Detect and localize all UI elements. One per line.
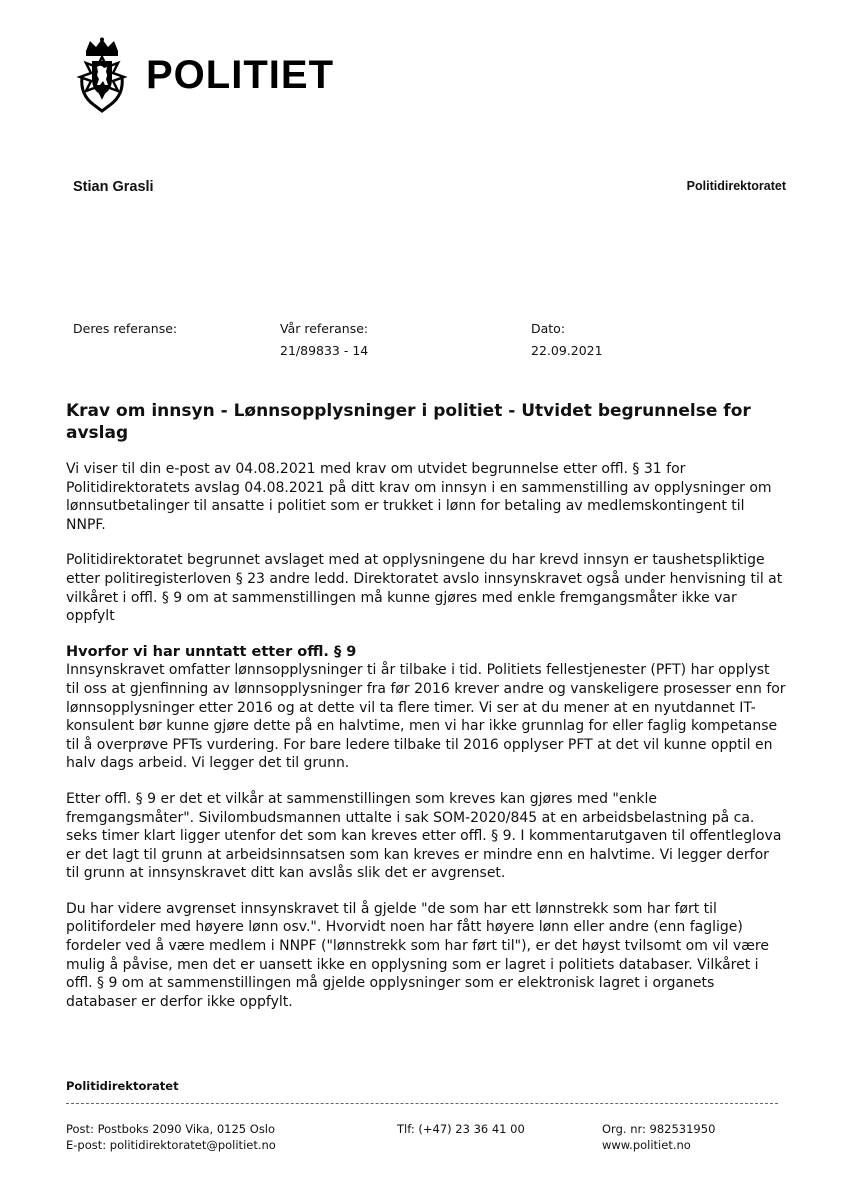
logo xyxy=(72,36,334,114)
paragraph: Etter offl. § 9 er det et vilkår at sammenstillingen som kreves kan gjøres med "enkle fremgangsmåter". Sivilombudsmannen uttalte i sak SOM-2020/845 at en arbeidsbelastning på ca. seks timer klart ligger utenfor det som kan kreves etter offl. § 9. I kommentarutgaven til offentleglova er det lagt til grunn at arbeidsinnsatsen som kan kreves er mindre enn en halvtime. Vi legger derfor til grunn at innsynskravet ditt kan avslås slik det er avgrenset. xyxy=(66,790,782,882)
footer-email: E-post: politidirektoratet@politiet.no xyxy=(66,1138,276,1152)
footer-organization: Politidirektoratet xyxy=(66,1079,179,1093)
var-referanse-label: Vår referanse: xyxy=(280,321,369,336)
section-heading: Hvorfor vi har unntatt etter offl. § 9 xyxy=(66,643,357,660)
letter-subject: Krav om innsyn - Lønnsopplysninger i politiet - Utvidet begrunnelse for avslag xyxy=(66,401,751,443)
footer-divider xyxy=(66,1103,778,1104)
logo-text: POLITIET xyxy=(146,52,334,97)
paragraph: Vi viser til din e-post av 04.08.2021 med krav om utvidet begrunnelse etter offl. § 31 for Politidirektoratets avslag 04.08.2021 på ditt krav om innsyn i en sammenstilling av opplysninger om lønnsutbetalinger til ansatte i politiet som er trukket i lønn for betaling av medlemskontingent til NNPF. xyxy=(66,461,772,533)
deres-referanse-label: Deres referanse: xyxy=(73,321,178,336)
paragraph: Innsynskravet omfatter lønnsopplysninger ti år tilbake i tid. Politiets fellestjenester (PFT) har opplyst til oss at gjenfinning av lønnsopplysninger fra før 2016 krever andre og vanskeligere prosesser enn for lønnsopplysninger etter 2016 og at dette vil ta flere timer. Vi ser at du mener at en nyutdannet IT-konsulent bør kunne gjøre dette på en halvtime, men vi har ikke grunnlag for eller faglig kompetanse til å overprøve PFTs vurdering. For bare ledere tilbake til 2016 opplyser PFT at det vil kunne opptil en halv dags arbeid. Vi legger det til grunn. xyxy=(66,662,786,772)
coat-of-arms-icon xyxy=(72,37,132,113)
footer-phone: Tlf: (+47) 23 36 41 00 xyxy=(397,1122,525,1136)
recipient-name: Stian Grasli xyxy=(73,179,154,195)
paragraph: Politidirektoratet begrunnet avslaget med at opplysningene du har krevd innsyn er taushetspliktige etter politiregisterloven § 23 andre ledd. Direktoratet avslo innsynskravet også under henvisning til at vilkåret i offl. § 9 om at sammenstillingen må kunne gjøres med enkle fremgangsmåter ikke var oppfylt xyxy=(66,552,783,625)
var-referanse-value: 21/89833 - 14 xyxy=(280,343,369,358)
footer-org-number: Org. nr: 982531950 xyxy=(602,1122,716,1136)
letter-body xyxy=(66,460,786,1028)
dato-value: 22.09.2021 xyxy=(531,343,603,358)
paragraph: Du har videre avgrenset innsynskravet til å gjelde "de som har ett lønnstrekk som har ført til politifordeler med høyere lønn osv.". Hvorvidt noen har fått høyere lønn eller andre (enn faglige) fordeler ved å være medlem i NNPF ("lønnstrekk som har ført til"), er det høyst tvilsomt om vil være mulig å påvise, men det er uansett ikke en opplysning som er lagret i politiets databaser. Vilkåret i offl. § 9 om at sammenstillingen må gjelde opplysninger som er elektronisk lagret i organets databaser er derfor ikke oppfylt. xyxy=(66,900,769,1010)
dato-label: Dato: xyxy=(531,321,566,336)
sender-name: Politidirektoratet xyxy=(686,179,786,193)
footer-website: www.politiet.no xyxy=(602,1138,691,1152)
footer-post-address: Post: Postboks 2090 Vika, 0125 Oslo xyxy=(66,1122,276,1136)
